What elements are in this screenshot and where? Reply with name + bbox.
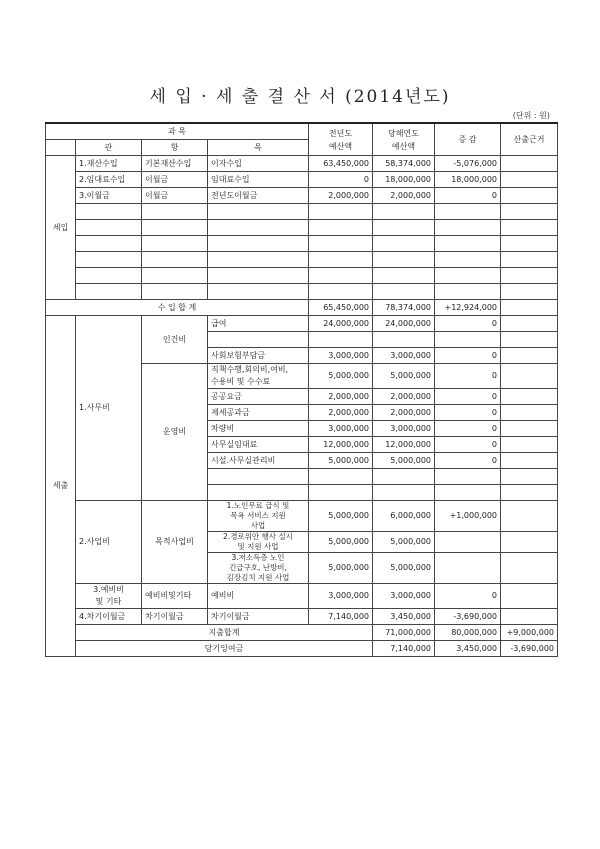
- cell-mok: 임대료수입: [208, 172, 309, 188]
- reserve-curr: 3,000,000: [373, 584, 435, 609]
- revenue-label: 세입: [46, 156, 76, 300]
- carry-kwan: 4.차기이월금: [76, 609, 142, 625]
- table-row: [46, 188, 558, 204]
- cell-mok: 1.노인무료 급식 및 목욕 서비스 지원 사업: [208, 501, 309, 532]
- cell-diff: 0: [435, 453, 501, 469]
- cell-diff: 0: [435, 437, 501, 453]
- carry-diff: -3,690,000: [435, 609, 501, 625]
- document-title: 세 입 · 세 출 결 산 서 (2014년도): [149, 87, 451, 107]
- cell-curr: 5,000,000: [373, 553, 435, 584]
- cell-curr: 2,000,000: [373, 405, 435, 421]
- project-hang: 목적사업비: [142, 501, 208, 584]
- header-curr-budget: 당해연도 예산액: [373, 123, 435, 156]
- cell-mok: 직책수행,회의비,여비, 수용비 및 수수료: [208, 364, 309, 389]
- cell-kwan: 2.임대료수입: [76, 172, 142, 188]
- cell-kwan: 1.재산수입: [76, 156, 142, 172]
- reserve-prev: 3,000,000: [309, 584, 373, 609]
- revenue-total-row: [46, 300, 558, 316]
- expense-total-diff: +9,000,000: [501, 625, 558, 641]
- expense-total-curr: 80,000,000: [435, 625, 501, 641]
- cell-prev: 24,000,000: [309, 316, 373, 332]
- cell-hang: 이월금: [142, 172, 208, 188]
- cell-curr: 5,000,000: [373, 364, 435, 389]
- cell-diff: 0: [435, 316, 501, 332]
- header-basis: 산출근거: [501, 123, 558, 156]
- reserve-mok: 예비비: [208, 584, 309, 609]
- cell-prev: 3,000,000: [309, 348, 373, 364]
- cell-prev: 5,000,000: [309, 501, 373, 532]
- cell-curr: 2,000,000: [373, 188, 435, 204]
- table-row: [46, 316, 558, 332]
- table-row: [46, 584, 558, 609]
- cell-diff: 0: [435, 188, 501, 204]
- reserve-diff: 0: [435, 584, 501, 609]
- revenue-total-diff: +12,924,000: [435, 300, 501, 316]
- personnel-hang: 인건비: [142, 316, 208, 364]
- cell-curr: 58,374,000: [373, 156, 435, 172]
- cell-mok: 전년도이월금: [208, 188, 309, 204]
- cell-diff: 0: [435, 421, 501, 437]
- cell-mok: 시설.사무실관리비: [208, 453, 309, 469]
- cell-curr: 3,000,000: [373, 348, 435, 364]
- cell-diff: 0: [435, 348, 501, 364]
- header-kwan: 관: [76, 140, 142, 156]
- expense-label: 세출: [46, 316, 76, 657]
- cell-diff: 0: [435, 364, 501, 389]
- cell-mok: 제세공과금: [208, 405, 309, 421]
- cell-prev: 2,000,000: [309, 405, 373, 421]
- empty-row: [46, 236, 558, 252]
- revenue-total-curr: 78,374,000: [373, 300, 435, 316]
- header-kwamok: 과 목: [46, 123, 309, 140]
- empty-row: [46, 204, 558, 220]
- empty-row: [46, 268, 558, 284]
- cell-prev: 3,000,000: [309, 421, 373, 437]
- reserve-hang: 예비비및기타: [142, 584, 208, 609]
- cell-diff: 0: [435, 405, 501, 421]
- cell-curr: 2,000,000: [373, 389, 435, 405]
- table-row: [46, 609, 558, 625]
- carry-curr: 3,450,000: [373, 609, 435, 625]
- cell-curr: 12,000,000: [373, 437, 435, 453]
- header-row-1: [46, 123, 558, 140]
- carry-hang: 차기이월금: [142, 609, 208, 625]
- cell-mok: 공공요금: [208, 389, 309, 405]
- cell-prev: 2,000,000: [309, 389, 373, 405]
- cell-prev: 12,000,000: [309, 437, 373, 453]
- empty-row: [46, 252, 558, 268]
- reserve-kwan: 3.예비비 및 기타: [76, 584, 142, 609]
- cell-mok: 차량비: [208, 421, 309, 437]
- cell-mok: 이자수입: [208, 156, 309, 172]
- expense-total-label: 지출합계: [76, 625, 373, 641]
- cell-curr: 18,000,000: [373, 172, 435, 188]
- empty-row: [46, 220, 558, 236]
- cell-curr: 6,000,000: [373, 501, 435, 532]
- cell-prev: 5,000,000: [309, 364, 373, 389]
- cell-kwan: 3.이월금: [76, 188, 142, 204]
- expense-total-prev: 71,000,000: [373, 625, 435, 641]
- cell-curr: 24,000,000: [373, 316, 435, 332]
- header-hang: 항: [142, 140, 208, 156]
- cell-mok: 사무실임대료: [208, 437, 309, 453]
- header-mok: 목: [208, 140, 309, 156]
- budget-table: [45, 122, 558, 657]
- cell-hang: 기본재산수입: [142, 156, 208, 172]
- cell-prev: 63,450,000: [309, 156, 373, 172]
- header-change: 증 감: [435, 123, 501, 156]
- cell-prev: 5,000,000: [309, 553, 373, 584]
- surplus-row: [46, 641, 558, 657]
- expense-total-row: [46, 625, 558, 641]
- unit-label: (단위 : 원): [512, 111, 550, 120]
- empty-row: [46, 284, 558, 300]
- cell-diff: 0: [435, 389, 501, 405]
- cell-diff: [435, 553, 501, 584]
- operating-hang: 운영비: [142, 364, 208, 501]
- table-row: [46, 172, 558, 188]
- cell-prev: 2,000,000: [309, 188, 373, 204]
- cell-mok: 2.경로위안 행사 실시 및 지원 사업: [208, 532, 309, 553]
- revenue-total-label: 수 입 합 계: [46, 300, 309, 316]
- cell-diff: [435, 532, 501, 553]
- cell-curr: 3,000,000: [373, 421, 435, 437]
- surplus-curr: 3,450,000: [435, 641, 501, 657]
- cell-mok: 3.저소득층 노인 긴급구호, 난방비, 김장김치 지원 사업: [208, 553, 309, 584]
- project-kwan: 2.사업비: [76, 501, 142, 584]
- surplus-label: 당기잉여금: [76, 641, 373, 657]
- carry-mok: 차기이월금: [208, 609, 309, 625]
- cell-curr: 5,000,000: [373, 453, 435, 469]
- cell-prev: 0: [309, 172, 373, 188]
- table-row: [46, 156, 558, 172]
- revenue-total-prev: 65,450,000: [309, 300, 373, 316]
- cell-diff: -5,076,000: [435, 156, 501, 172]
- cell-mok: 급여: [208, 316, 309, 332]
- office-kwan: 1.사무비: [76, 316, 142, 501]
- cell-prev: 5,000,000: [309, 532, 373, 553]
- cell-hang: 이월금: [142, 188, 208, 204]
- header-prev-budget: 전년도 예산액: [309, 123, 373, 156]
- surplus-diff: -3,690,000: [501, 641, 558, 657]
- cell-diff: +1,000,000: [435, 501, 501, 532]
- table-row: [46, 501, 558, 532]
- carry-prev: 7,140,000: [309, 609, 373, 625]
- cell-curr: 5,000,000: [373, 532, 435, 553]
- cell-prev: 5,000,000: [309, 453, 373, 469]
- cell-diff: 18,000,000: [435, 172, 501, 188]
- surplus-prev: 7,140,000: [373, 641, 435, 657]
- cell-mok: 사회보험부담금: [208, 348, 309, 364]
